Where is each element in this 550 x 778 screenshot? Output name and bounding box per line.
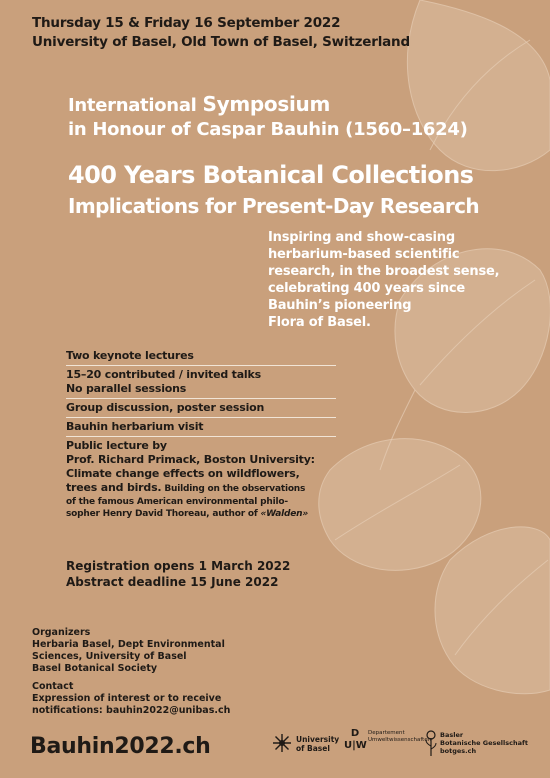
title-line-2: Implications for Present-Day Research [68,194,480,218]
contact-heading: Contact [32,681,74,692]
public-lecture-label: Public lecture by [66,439,167,452]
public-lecture-note-3: sopher Henry David Thoreau, author of [66,509,261,519]
intro-line: celebrating 400 years since [268,281,466,296]
public-lecture-note-3-wrap [66,508,336,520]
symposium-emph: Symposium [202,92,330,116]
duw-text-1: Departement [368,730,405,736]
duw-text-2: Umweltwissenschaften [368,737,432,743]
leaf-top-right [407,0,550,171]
symposium-prefix: International [68,95,203,116]
unibas-text-2: of Basel [296,744,330,753]
venue-line: University of Basel, Old Town of Basel, Switzerland [32,34,410,50]
intro-line: herbarium-based scientific [268,247,460,262]
intro-line: Flora of Basel. [268,315,371,330]
organizer-line: Sciences, University of Basel [32,651,187,662]
registration-date: Registration opens 1 March 2022 [66,559,291,573]
duw-mark-bottom: U|W [344,740,367,751]
contact-email[interactable]: notifications: bauhin2022@unibas.ch [32,705,231,716]
leaf-lower-middle [319,439,481,571]
unibas-text-1: University [296,735,340,744]
public-lecture-note-1: Building on the observations [161,484,306,494]
title-line-1: 400 Years Botanical Collections [68,161,474,189]
duw-mark-top: D [350,728,360,739]
bbg-text-3: botges.ch [440,747,477,755]
intro-text [268,229,530,331]
organizers-heading: Organizers [32,627,91,638]
main-title [68,160,479,222]
feature-discussion: Group discussion, poster session [66,399,336,418]
abstract-deadline: Abstract deadline 15 June 2022 [66,575,279,589]
feature-public-lecture [66,437,336,522]
feature-talks-text: 15–20 contributed / invited talks [66,368,261,381]
feature-herbarium: Bauhin herbarium visit [66,418,336,437]
symposium-line-2: in Honour of Caspar Bauhin (1560–1624) [68,119,468,140]
symposium-heading [68,92,468,142]
bbg-text-1: Basler [440,731,464,739]
feature-keynote: Two keynote lectures [66,347,336,366]
organizer-line: Herbaria Basel, Dept Environmental [32,639,225,650]
public-lecture-note-2: of the famous American environmental philo- [66,497,288,507]
public-lecture-topic-1: Climate change effects on wildflowers, [66,467,300,480]
deadlines [66,558,290,590]
flower-icon [424,730,438,756]
intro-line: Inspiring and show-casing [268,230,455,245]
bbg-text-2: Botanische Gesellschaft [440,739,528,747]
contact-line: Expression of interest or to receive [32,693,222,704]
program-features [66,347,336,522]
website-link[interactable]: Bauhin2022.ch [30,734,211,759]
feature-parallel-text: No parallel sessions [66,382,187,395]
dates-line: Thursday 15 & Friday 16 September 2022 [32,15,341,31]
organizers-block [32,627,252,717]
unibas-emblem-icon [272,733,292,753]
event-dates [32,14,410,52]
duw-mark [344,728,366,752]
organizer-line: Basel Botanical Society [32,663,158,674]
intro-line: research, in the broadest sense, [268,264,500,279]
public-lecture-speaker: Prof. Richard Primack, Boston University: [66,453,315,466]
public-lecture-topic-2: trees and birds. [66,481,162,494]
feature-talks [66,366,336,399]
symposium-line-1 [68,92,468,118]
intro-line: Bauhin’s pioneering [268,298,412,313]
public-lecture-book: «Walden» [260,509,309,519]
